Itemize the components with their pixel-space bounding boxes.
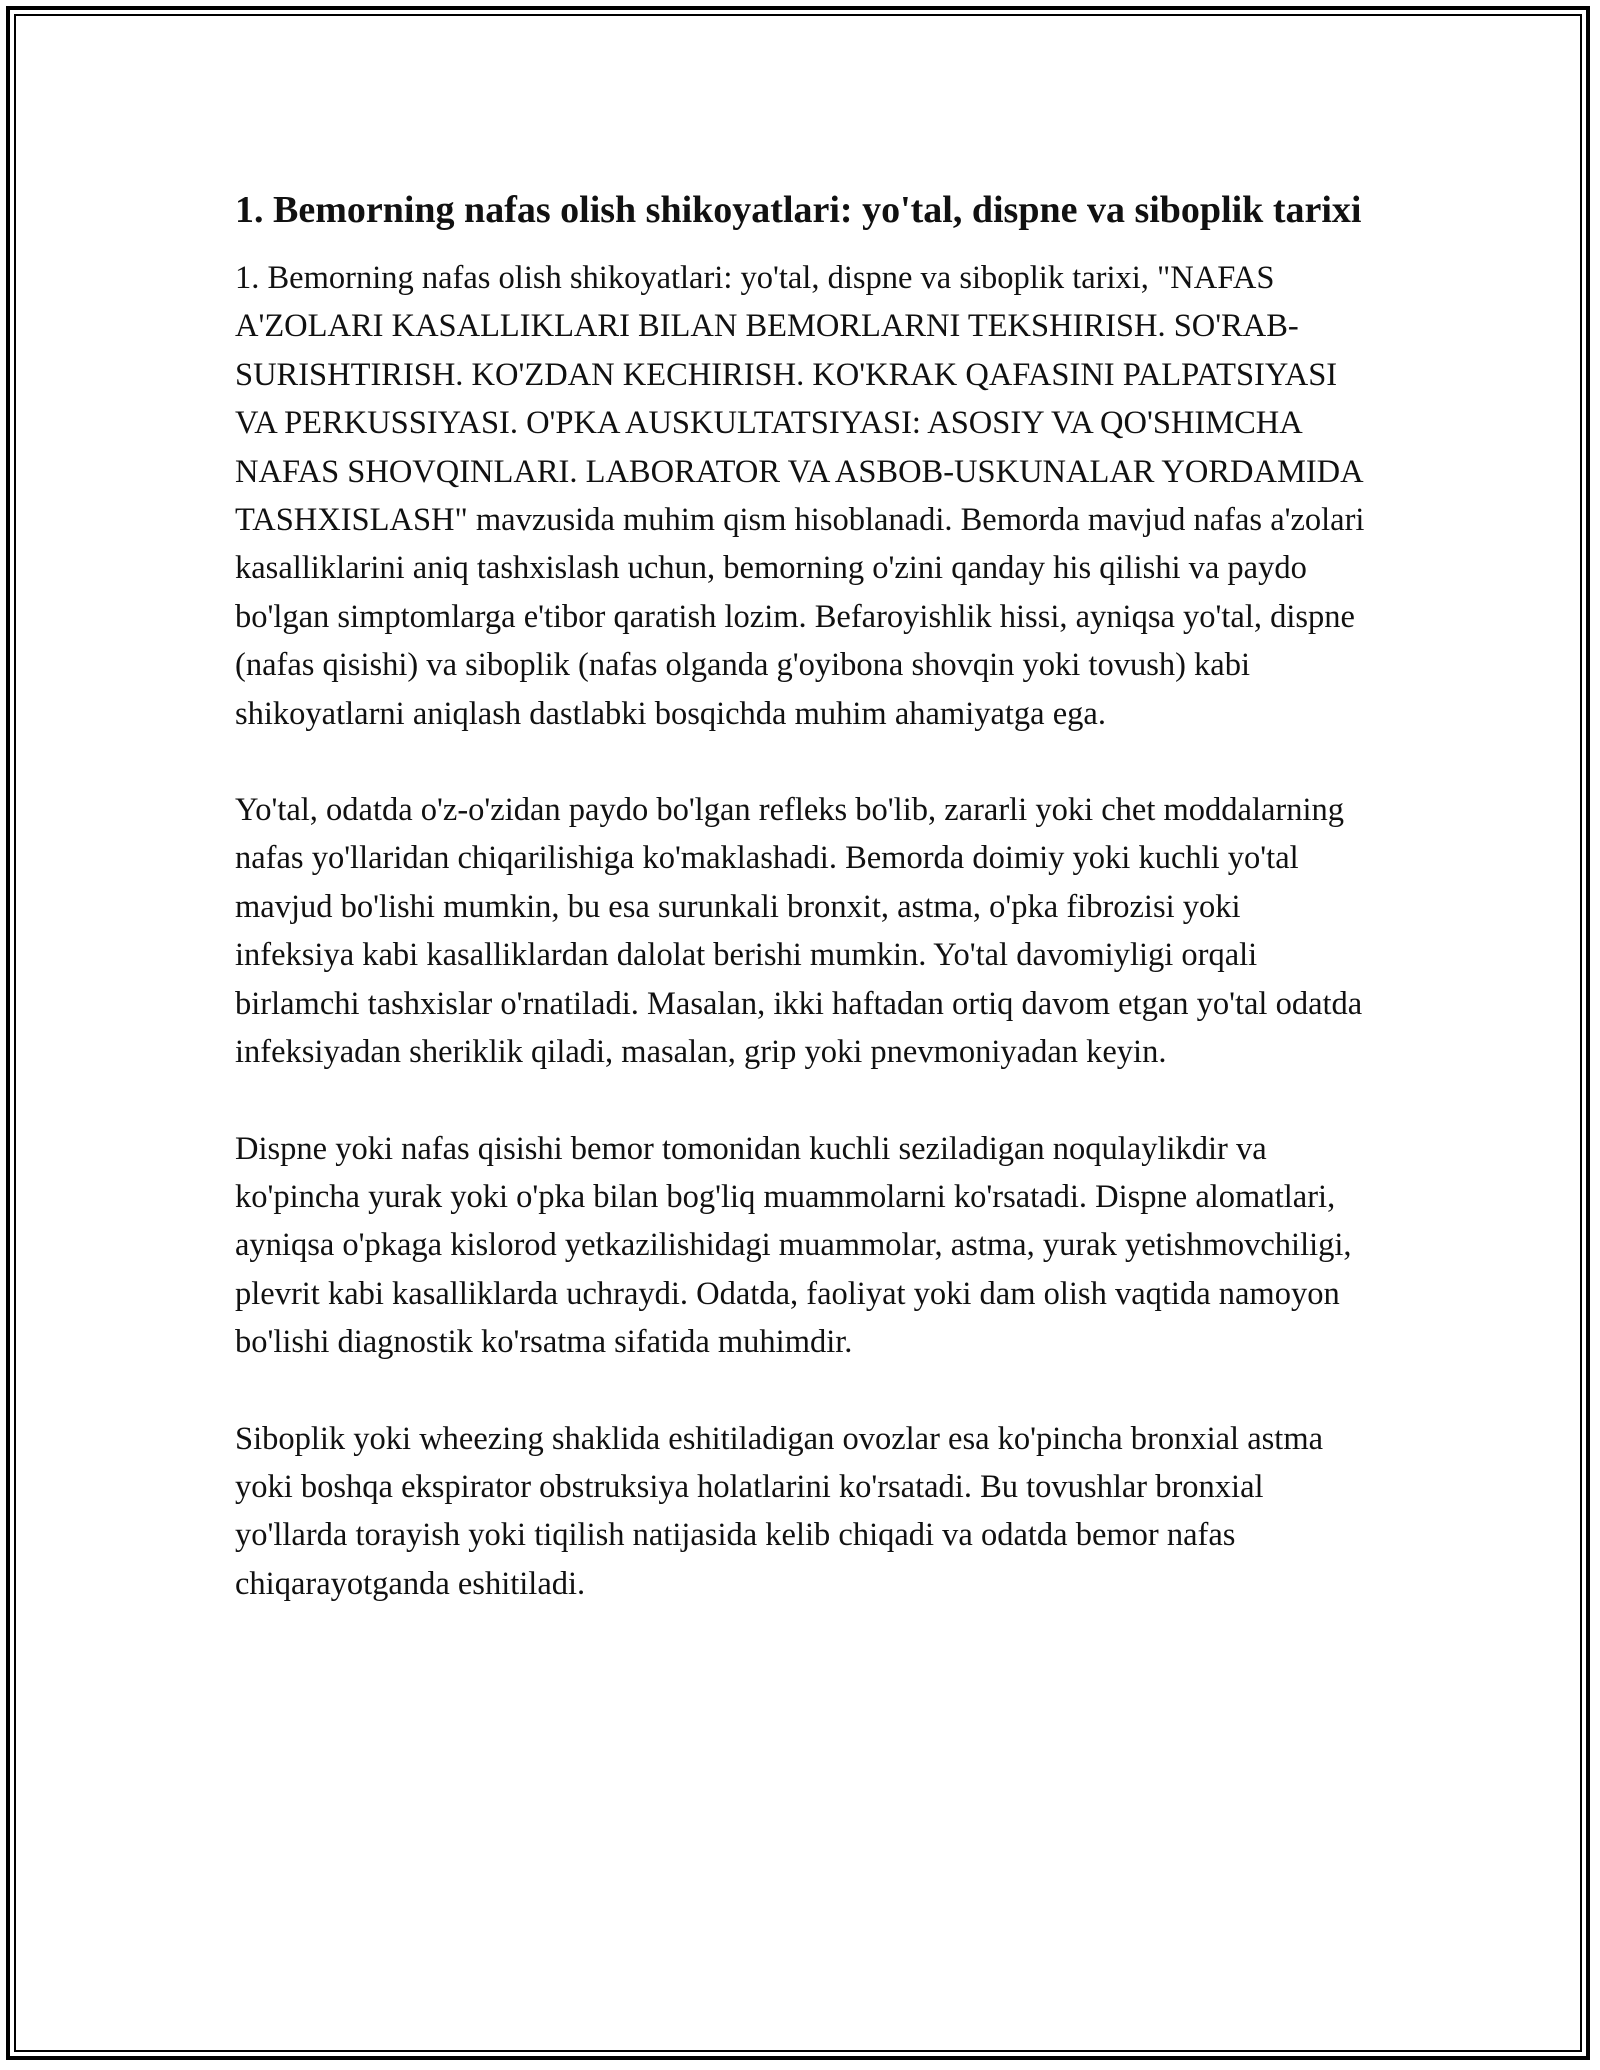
paragraph-cough: Yo'tal, odatda o'z-o'zidan paydo bo'lgan refleks bo'lib, zararli yoki chet moddalarning nafas yo'llaridan chiqarilishiga ko'maklashadi. Bemorda doimiy yoki kuchli yo'tal mavjud bo'lishi mumkin, bu esa surunkali bronxit, astma, o'pka fibrozisi yoki infeksiya kabi kasalliklardan dalolat berishi mumkin. Yo'tal davomiyligi orqali birlamchi tashxislar o'rnatiladi. Masalan, ikki haftadan ortiq davom etgan yo'tal odatda infeksiyadan sheriklik qiladi, masalan, grip yoki pnevmoniyadan keyin.	[235, 792, 1363, 1071]
paragraph-dyspnea: Dispne yoki nafas qisishi bemor tomonidan kuchli seziladigan noqulaylikdir va ko'pincha yurak yoki o'pka bilan bog'liq muammolarni ko'rsatadi. Dispne alomatlari, ayniqsa o'pkaga kislorod yetkazilishidagi muammolar, astma, yurak yetishmovchiligi, plevrit kabi kasalliklarda uchraydi. Odatda, faoliyat yoki dam olish vaqtida namoyon bo'lishi diagnostik ko'rsatma sifatida muhimdir.	[235, 1130, 1352, 1361]
paragraph-intro: 1. Bemorning nafas olish shikoyatlari: yo'tal, dispne va siboplik tarixi, "NAFAS A'ZOLARI KASALLIKLARI BILAN BEMORLARNI TEKSHIRISH. SO'RAB-SURISHTIRISH. KO'ZDAN KECHIRISH. KO'KRAK QAFASINI PALPATSIYASI VA PERKUSSIYASI. O'PKA AUSKULTATSIYASI: ASOSIY VA QO'SHIMCHA NAFAS SHOVQINLARI. LABORATOR VA ASBOB-USKUNALAR YORDAMIDA TASHXISLASH" mavzusida muhim qism hisoblanadi. Bemorda mavjud nafas a'zolari kasalliklarini aniq tashxislash uchun, bemorning o'zini qanday his qilishi va paydo bo'lgan simptomlarga e'tibor qaratish lozim. Befaroyishlik hissi, ayniqsa yo'tal, dispne (nafas qisishi) va siboplik (nafas olganda g'oyibona shovqin yoki tovush) kabi shikoyatlarni aniqlash dastlabki bosqichda muhim ahamiyatga ega.	[235, 260, 1365, 732]
document-body	[235, 183, 1365, 1608]
document-heading: 1. Bemorning nafas olish shikoyatlari: yo'tal, dispne va siboplik tarixi	[235, 189, 1362, 231]
paragraph-wheezing: Siboplik yoki wheezing shaklida eshitiladigan ovozlar esa ko'pincha bronxial astma yoki boshqa ekspirator obstruksiya holatlarini ko'rsatadi. Bu tovushlar bronxial yo'llarda torayish yoki tiqilish natijasida kelib chiqadi va odatda bemor nafas chiqarayotganda eshitiladi.	[235, 1420, 1324, 1602]
